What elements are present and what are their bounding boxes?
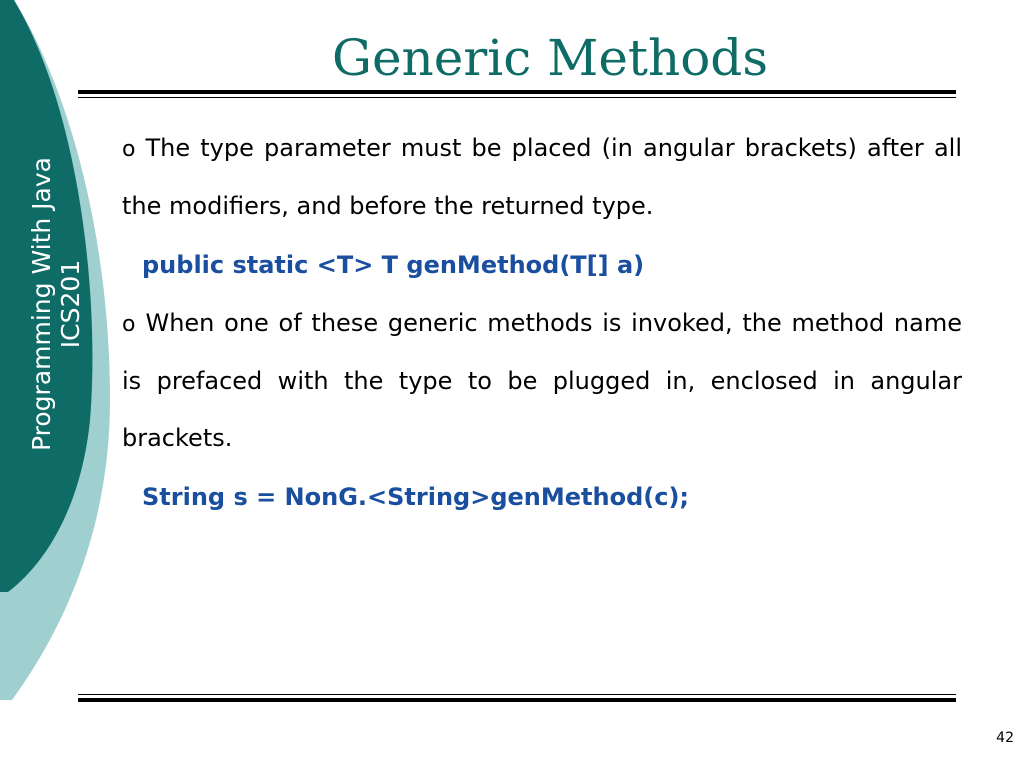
side-label-course-code: ICS201 [56, 259, 85, 349]
slide-content [122, 120, 962, 527]
top-rule-thick [78, 90, 956, 94]
bottom-double-rule [78, 694, 956, 702]
bottom-rule-thin [78, 694, 956, 695]
side-label [27, 157, 85, 451]
code-example: String s = NonG.<String>genMethod(c); [142, 483, 690, 511]
top-double-rule [78, 90, 956, 98]
bullet-text: The type parameter must be placed (in angular brackets) after all the modifiers, and before the returned type. [122, 134, 962, 220]
bullet-marker: o [122, 312, 136, 337]
bottom-rule-thick [78, 698, 956, 702]
bullet-item [122, 295, 962, 467]
page-number: 42 [996, 730, 1014, 746]
bullet-text: When one of these generic methods is invoked, the method name is prefaced with the type to be plugged in, enclosed in angular brackets. [122, 309, 962, 452]
side-label-course-name: Programming With Java [27, 157, 56, 451]
top-rule-thin [78, 97, 956, 98]
bullet-item [122, 120, 962, 235]
bullet-marker: o [122, 137, 136, 162]
code-example: public static <T> T genMethod(T[] a) [142, 251, 645, 279]
slide-title: Generic Methods [332, 29, 768, 87]
